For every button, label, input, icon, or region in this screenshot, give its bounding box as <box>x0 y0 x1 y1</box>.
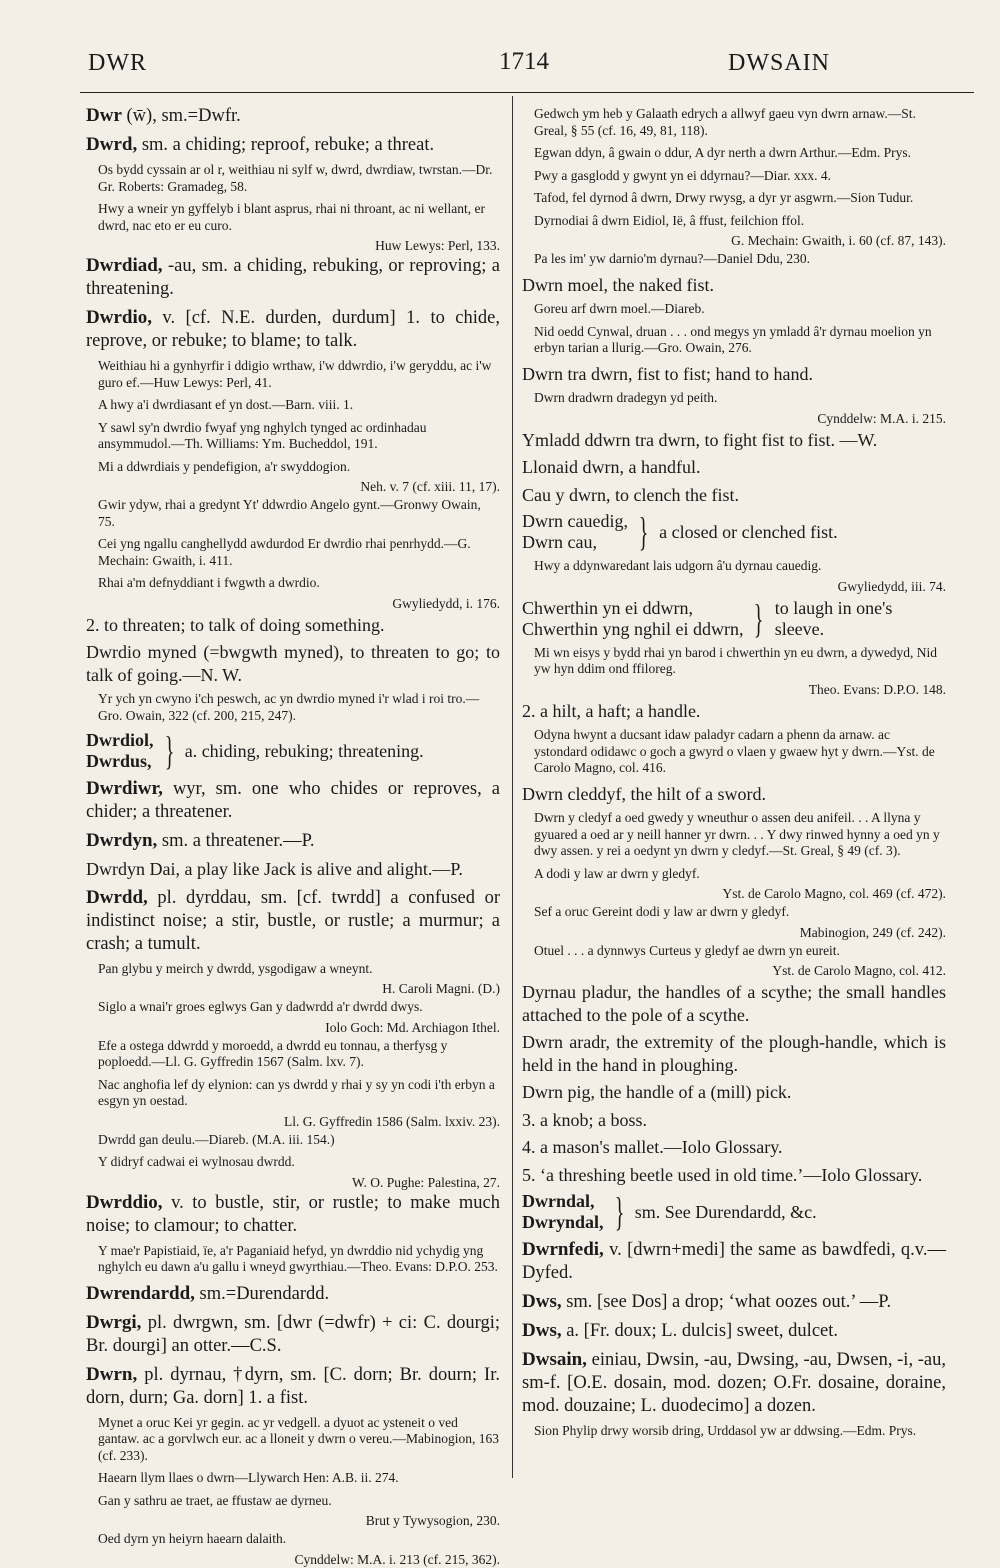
left-column <box>86 104 500 1567</box>
citation-quote: A dodi y law ar dwrn y gledyf. <box>534 865 700 881</box>
grouped-entry <box>522 595 946 641</box>
grouped-headword: Dwryndal, <box>522 1212 604 1232</box>
dictionary-entry <box>86 886 500 956</box>
citation-source: Ll. G. Gyffredin 1586 (Salm. lxxiv. 23). <box>284 1113 500 1129</box>
sub-sense: Dwrn cleddyf, the hilt of a sword. <box>522 783 766 804</box>
sub-sense: Dwrn pig, the handle of a (mill) pick. <box>522 1082 792 1102</box>
definition: v. [cf. N.E. durden, durdum] 1. to chide, reprove, or rebuke; to blame; to talk. <box>86 308 500 351</box>
definition: -au, sm. a chiding, rebuking, or reproving; a threatening. <box>86 256 500 299</box>
citation-quote: Pan glybu y meirch y dwrdd, ysgodigaw a wneynt. <box>98 960 373 976</box>
citation-quote: Hwy a wneir yn gyffelyb i blant asprus, rhai ni throant, ac ni wellant, er dwrd, nac eto er eu curo. <box>98 201 486 233</box>
citation-quote: Dwrn dradwrn dradegyn yd peith. <box>534 390 718 405</box>
definition: v. [dwrn+medi] the same as bawdfedi, q.v.—Dyfed. <box>522 1240 946 1283</box>
grouped-entry <box>522 1191 946 1233</box>
header-right-guideword: DWSAIN <box>728 50 830 76</box>
citation-source: Gwyliedydd, iii. 74. <box>837 578 946 594</box>
page-number: 1714 <box>499 48 549 75</box>
headword: Dwrdyn, <box>86 830 158 851</box>
citation-quote: Oed dyrn yn heiyrn haearn dalaith. <box>98 1531 287 1546</box>
grouped-headword: Chwerthin yng nghil ei ddwrn, <box>522 618 744 639</box>
sub-sense: Cau y dwrn, to clench the fist. <box>522 484 739 505</box>
citation-source: Gwyliedydd, i. 176. <box>392 595 500 611</box>
definition: (w̄), sm.=Dwfr. <box>121 106 241 126</box>
grouped-headword: Dwrdus, <box>86 751 152 771</box>
citation-quote: Hwy a ddynwaredant lais udgorn â'u dyrnau cauedig. <box>534 558 822 573</box>
dictionary-entry <box>86 306 500 353</box>
dictionary-entry <box>86 777 500 824</box>
citation-quote: Sef a oruc Gereint dodi y law ar dwrn y gledyf. <box>534 904 790 919</box>
headword: Dwr <box>86 105 122 126</box>
citation-quote: Odyna hwynt a ducsant idaw paladyr cadarn a phenn da arnaw. ac ystondard odidawc o goch a gwyrd o vlaen y gwaew hyt y dwrn.—Yst. de Carolo Magno, col. 416. <box>534 727 935 775</box>
citation-quote: Pa les im' yw darnio'm dyrnau?—Daniel Ddu, 230. <box>534 251 810 266</box>
grouped-headword: Dwrn cauedig, <box>522 511 628 531</box>
grouped-headword: Dwrn cau, <box>522 532 597 552</box>
citation-source: G. Mechain: Gwaith, i. 60 (cf. 87, 143). <box>731 233 946 248</box>
citation-source: Yst. de Carolo Magno, col. 469 (cf. 472). <box>722 886 946 901</box>
dictionary-entry <box>522 1238 946 1285</box>
right-column <box>522 104 946 1480</box>
headword: Dwrd, <box>86 134 138 155</box>
sub-sense: Dwrn tra dwrn, fist to fist; hand to hand. <box>522 363 813 384</box>
dictionary-entry <box>522 1319 946 1343</box>
citation-quote: Haearn llym llaes o dwrn—Llywarch Hen: A.B. ii. 274. <box>98 1470 399 1485</box>
citation-quote: Cei yng ngallu canghellydd awdurdod Er dwrdio rhai penrhydd.—G. Mechain: Gwaith, i. 411. <box>98 536 471 568</box>
citation-quote: Dwrdd gan deulu.—Diareb. (M.A. iii. 154.) <box>98 1131 335 1147</box>
sub-sense: 4. a mason's mallet.—Iolo Glossary. <box>522 1137 783 1157</box>
dictionary-entry <box>86 104 500 128</box>
definition: sm.=Durendardd. <box>194 1283 330 1304</box>
citation-quote: Efe a ostega ddwrdd y moroedd, a dwrdd eu tonnau, a therfysg y poploedd.—Ll. G. Gyffredin 1567 (Salm. lxv. 7). <box>98 1037 448 1069</box>
citation-quote: Gwir ydyw, rhai a gredynt Yt' ddwrdio Angelo gynt.—Gronwy Owain, 75. <box>98 497 481 529</box>
grouped-entry <box>522 511 946 553</box>
citation-quote: Rhai a'm defnyddiant i fwgwth a dwrdio. <box>98 575 320 590</box>
definition: pl. dwrgwn, sm. [dwr (=dwfr) + ci: C. dourgi; Br. dourgi] an otter.—C.S. <box>86 1312 500 1356</box>
grouped-headword: Chwerthin yn ei ddwrn, <box>522 597 693 618</box>
grouped-headword: Dwrdiol, <box>86 730 154 750</box>
citation-quote: Nid oedd Cynwal, druan . . . ond megys yn ymladd â'r dyrnau moelion yn erbyn tarian a llurig.—Gro. Owain, 276. <box>534 323 932 355</box>
dictionary-entry <box>86 1282 500 1306</box>
header-left-guideword: DWR <box>88 50 147 76</box>
grouped-definition: to laugh in one's sleeve. <box>774 597 893 639</box>
citation-quote: Dwrn y cledyf a oed gwedy y wneuthur o assen deu anifeil. . . A llyna y gyuared a oed ar y neill hanner yr dwrn. . . Y dwy rinwed hynny a oed yn y dwy assen. y rei a oedynt yn dwrn y cledyf.—St. Greal, § 49 (cf. 3). <box>534 810 940 858</box>
headword: Dwrdiad, <box>86 255 163 276</box>
sub-sense: 3. a knob; a boss. <box>522 1109 647 1130</box>
grouped-headwords <box>86 730 154 772</box>
citation-quote: Otuel . . . a dynnwys Curteus y gledyf ae dwrn yn eureit. <box>534 942 840 958</box>
sub-sense: 2. to threaten; to talk of doing something. <box>86 614 385 635</box>
citation-quote: Mi wn eisys y bydd rhai yn barod i chwerthin yn eu dwrn, a dywedyd, Nid yw hyn ddim ond ffiloreg. <box>534 644 938 676</box>
sub-sense: Dwrdyn Dai, a play like Jack is alive and alight.—P. <box>86 859 463 879</box>
citation-quote: Sion Phylip drwy worsib dring, Urddasol yw ar ddwsing.—Edm. Prys. <box>534 1423 917 1438</box>
citation-source: Cynddelw: M.A. i. 213 (cf. 215, 362). <box>294 1551 500 1567</box>
citation-source: Yst. de Carolo Magno, col. 412. <box>772 963 946 978</box>
dictionary-entry <box>86 1363 500 1410</box>
headword: Dwrdd, <box>86 886 148 908</box>
citation-source: H. Caroli Magni. (D.) <box>382 981 500 996</box>
page-header <box>88 44 960 84</box>
sub-sense: Llonaid dwrn, a handful. <box>522 457 701 477</box>
citation-quote: Siglo a wnai'r groes eglwys Gan y dadwrdd a'r dwrdd dwys. <box>98 999 423 1014</box>
dictionary-entry <box>86 133 500 157</box>
grouped-headwords <box>522 511 628 553</box>
citation-quote: Egwan ddyn, â gwain o ddur, A dyr nerth a dwrn Arthur.—Edm. Prys. <box>534 145 912 160</box>
citation-quote: Gedwch ym heb y Galaath edrych a allwyf gaeu vyn dwrn arnaw.—St. Greal, § 55 (cf. 16, 49, 81, 118). <box>534 106 916 138</box>
header-rule <box>80 92 974 93</box>
definition: pl. dyrnau, †dyrn, sm. [C. dorn; Br. dourn; Ir. dorn, durn; Ga. dorn] 1. a fist. <box>86 1364 500 1408</box>
brace-symbol: } <box>638 509 649 554</box>
citation-source: Theo. Evans: D.P.O. 148. <box>808 681 946 697</box>
citation-quote: Tafod, fel dyrnod â dwrn, Drwy rwysg, a dyr yr asgwrn.—Sion Tudur. <box>534 190 914 205</box>
citation-source: W. O. Pughe: Palestina, 27. <box>352 1174 500 1190</box>
brace-symbol: } <box>754 595 764 641</box>
sub-sense: Ymladd ddwrn tra dwrn, to fight fist to fist. —W. <box>522 429 878 450</box>
citation-quote: Y mae'r Papistiaid, ïe, a'r Paganiaid hefyd, yn dwrddio nid ychydig yng nghylch eu dawn a'u gallu i wneyd gwyrthiau.—Theo. Evans: D.P.O. 253. <box>98 1242 498 1274</box>
citation-quote: Mi a ddwrdiais y pendefigion, a'r swyddogion. <box>98 458 351 474</box>
dictionary-entry <box>86 254 500 301</box>
definition: wyr, sm. one who chides or reproves, a chider; a threatener. <box>86 779 500 822</box>
citation-source: Huw Lewys: Perl, 133. <box>375 238 500 253</box>
headword: Dws, <box>522 1291 562 1312</box>
dictionary-entry <box>86 829 500 853</box>
sub-sense: Dwrdio myned (=bwgwth myned), to threaten to go; to talk of going.—N. W. <box>86 642 500 685</box>
dictionary-entry <box>86 1191 500 1238</box>
citation-source: Iolo Goch: Md. Archiagon Ithel. <box>325 1019 500 1035</box>
headword: Dwrendardd, <box>86 1282 195 1304</box>
column-divider <box>512 96 513 1478</box>
citation-quote: Dyrnodiai â dwrn Eidiol, Ië, â ffust, feilchion ffol. <box>534 212 805 228</box>
citation-source: Brut y Tywysogion, 230. <box>365 1513 500 1528</box>
citation-quote: A hwy a'i dwrdiasant ef yn dost.—Barn. viii. 1. <box>98 397 354 412</box>
headword: Dwrdio, <box>86 307 152 328</box>
definition: a. [Fr. doux; L. dulcis] sweet, dulcet. <box>561 1321 839 1341</box>
citation-quote: Os bydd cyssain ar ol r, weithiau ni sylf w, dwrd, dwrdiaw, twrstan.—Dr. Gr. Roberts: Gramadeg, 58. <box>98 162 493 194</box>
citation-source: Mabinogion, 249 (cf. 242). <box>799 924 946 940</box>
citation-quote: Y sawl sy'n dwrdio fwyaf yng nghylch tynged ac ordinhadau ansymmudol.—Th. Williams: Ym. Bucheddol, 191. <box>98 419 427 451</box>
grouped-headwords <box>522 598 743 640</box>
citation-quote: Mynet a oruc Kei yr gegin. ac yr vedgell. a dyuot ac ysteneit o ved gantaw. ac a gorvlwch eur. ac a lloneit y dwrn o vereu.—Mabinogion, 163 (cf. 233). <box>98 1414 500 1463</box>
citation-quote: Pwy a gasglodd y gwynt yn ei ddyrnau?—Diar. xxx. 4. <box>534 167 831 183</box>
headword: Dwsain, <box>522 1349 587 1370</box>
citation-quote: Nac anghofia lef dy elynion: can ys dwrdd y rhai y sy yn codi i'th erbyn a esgyn yn oestad. <box>98 1076 495 1108</box>
brace-symbol: } <box>614 1189 624 1234</box>
brace-symbol: } <box>164 728 174 773</box>
sub-sense: 5. ‘a threshing beetle used in old time.’—Iolo Glossary. <box>522 1164 923 1185</box>
headword: Dwrn, <box>86 1363 138 1385</box>
grouped-definition: a. chiding, rebuking; threatening. <box>184 740 424 761</box>
citation-source: Neh. v. 7 (cf. xiii. 11, 17). <box>360 479 500 494</box>
dictionary-entry <box>522 1348 946 1418</box>
headword: Dwrgi, <box>86 1311 142 1333</box>
definition: sm. a chiding; reproof, rebuke; a threat. <box>137 135 435 155</box>
citation-quote: Y didryf cadwai ei wylnosau dwrdd. <box>98 1154 295 1169</box>
citation-quote: Gan y sathru ae traet, ae ffustaw ae dyrneu. <box>98 1492 332 1508</box>
headword: Dwrdiwr, <box>86 778 163 799</box>
citation-quote: Weithiau hi a gynhyrfir i ddigio wrthaw, i'w ddwrdio, i'w geryddu, ac i'w guro ef.—Huw Lewys: Perl, 41. <box>98 358 492 390</box>
definition: sm. a threatener.—P. <box>157 831 315 851</box>
grouped-entry <box>86 730 500 772</box>
dictionary-entry <box>522 1290 946 1314</box>
sub-sense: Dwrn moel, the naked fist. <box>522 274 714 295</box>
sub-sense: 2. a hilt, a haft; a handle. <box>522 700 701 721</box>
sub-sense: Dyrnau pladur, the handles of a scythe; the small handles attached to the pole of a scythe. <box>522 982 946 1025</box>
sub-sense: Dwrn aradr, the extremity of the plough-handle, which is held in the hand in ploughing. <box>522 1032 946 1075</box>
citation-source: Cynddelw: M.A. i. 215. <box>817 410 946 426</box>
citation-quote: Goreu arf dwrn moel.—Diareb. <box>534 301 705 316</box>
grouped-headwords <box>522 1191 604 1233</box>
definition: einiau, Dwsin, -au, Dwsing, -au, Dwsen, -i, -au, sm-f. [O.E. dosain, mod. dozen; O.Fr. dosaine, doraine, mod. douzaine; L. duodecimo] a dozen. <box>522 1350 946 1416</box>
dictionary-entry <box>86 1311 500 1358</box>
definition: pl. dyrddau, sm. [cf. twrdd] a confused or indistinct noise; a stir, bustle, or rustle; a murmur; a crash; a tumult. <box>86 887 500 954</box>
definition: sm. [see Dos] a drop; ‘what oozes out.’ —P. <box>561 1292 892 1312</box>
headword: Dws, <box>522 1320 562 1341</box>
grouped-headword: Dwrndal, <box>522 1191 595 1211</box>
headword: Dwrddio, <box>86 1191 163 1213</box>
citation-quote: Yr ych yn cwyno i'ch peswch, ac yn dwrdio myned i'r wlad i roi tro.—Gro. Owain, 322 (cf. 200, 215, 247). <box>98 691 480 723</box>
grouped-definition: a closed or clenched fist. <box>659 521 838 542</box>
headword: Dwrnfedi, <box>522 1239 604 1260</box>
grouped-definition: sm. See Durendardd, &c. <box>634 1201 817 1222</box>
definition: v. to bustle, stir, or rustle; to make much noise; to clamour; to chatter. <box>86 1192 500 1236</box>
